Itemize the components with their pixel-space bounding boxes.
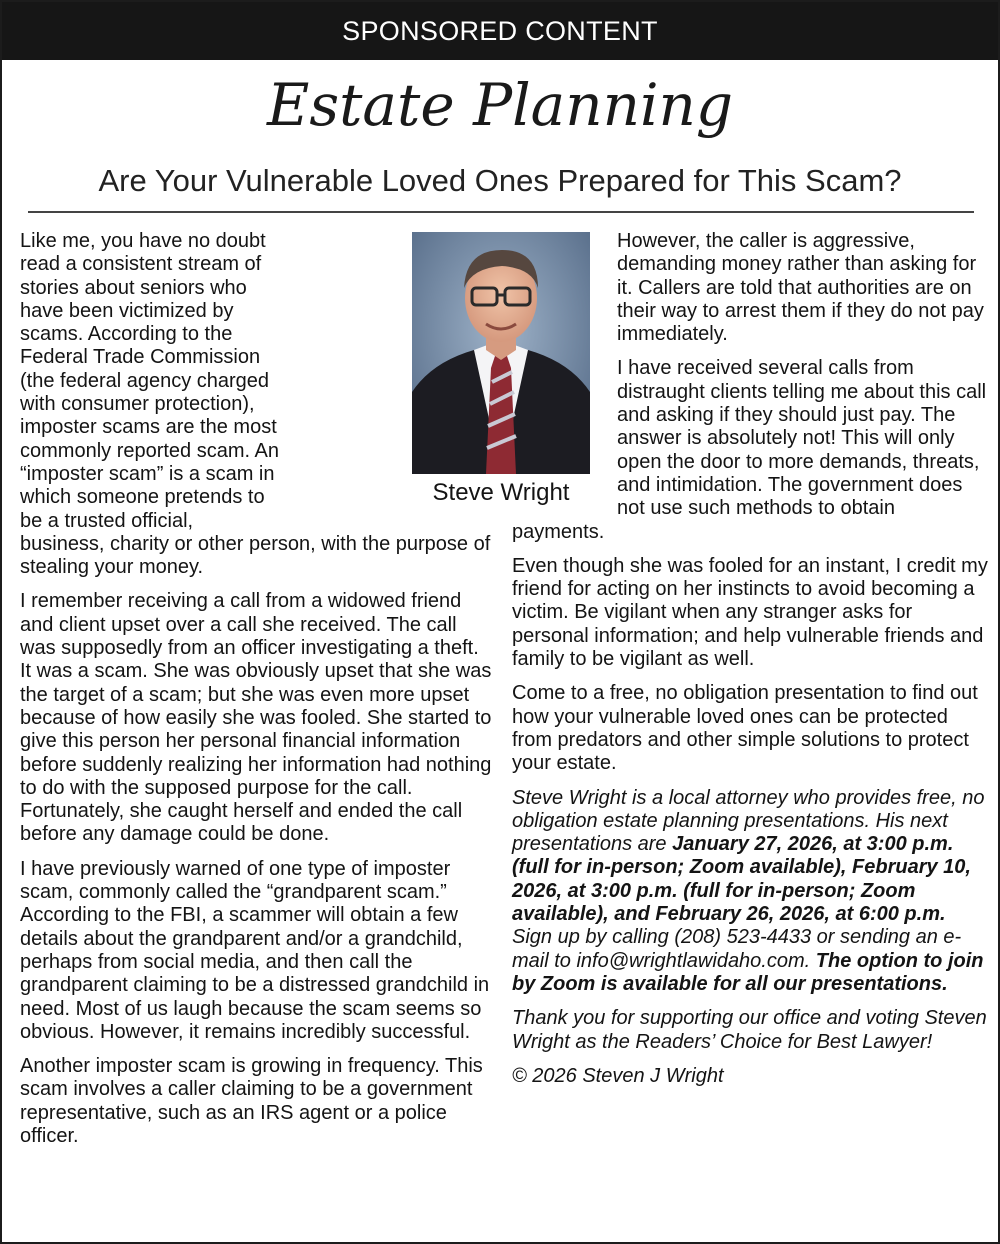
copyright: © 2026 Steven J Wright <box>512 1064 724 1087</box>
paragraph: However, the caller is aggressive, demanding money rather than asking for it. Callers are told that authorities are on their way to arrest them if they do not pay immediately. <box>617 230 984 346</box>
portrait-photo <box>412 232 590 474</box>
paragraph: Like me, you have no doubt read a consistent stream of stories about seniors who have been victimized by scams. According to the Federal Trade Commission (the federal agency charged with consumer protection), imposter scams are the most commonly reported scam. An “imposter scam” is a scam in which someone pretends to be a trusted official, business, charity or other person, with the purpose of stealing your money. <box>20 230 491 579</box>
presentation-dates: January 27, 2026, at 3:00 p.m. (full for in-person; Zoom available), February 10, 2026, at 3:00 p.m. (full for in-person; Zoom available), and February 26, 2026, at 6:00 p.m. <box>512 833 971 926</box>
sponsored-banner: SPONSORED CONTENT <box>2 2 998 60</box>
author-bio <box>512 787 988 997</box>
zoom-note: The option to join by Zoom is available for all our presentations. <box>512 949 984 995</box>
subheadline: Are Your Vulnerable Loved Ones Prepared for This Scam? <box>98 163 902 198</box>
paragraph: I have received several calls from distraught clients telling me about this call and asking if they should just pay. The answer is absolutely not! This will only open the door to more demands, threats, and intimidation. The government does not use such methods to obtain payments. <box>512 357 987 543</box>
paragraph: Come to a free, no obligation presentation to find out how your vulnerable loved ones can be protected from predators and other simple solutions to protect your estate. <box>512 682 978 775</box>
headline: Estate Planning <box>267 71 733 139</box>
signup-info: Sign up by calling (208) 523-4433 or sending an e-mail to info@wrightlawidaho.com. <box>512 926 962 972</box>
bio-intro: Steve Wright is a local attorney who provides free, no obligation estate planning presentations. His next presentations are <box>512 786 985 856</box>
paragraph: I remember receiving a call from a widowed friend and client upset over a call she received. The call was supposedly from an officer investigating a theft. It was a scam. She was obviously upset that she was the target of a scam; but she was even more upset because of how easily she was fooled. She started to give this person her personal financial information before suddenly realizing her information had nothing to do with the supposed purpose for the call. Fortunately, she caught herself and ended the call before any damage could be done. <box>20 590 492 846</box>
paragraph: Even though she was fooled for an instant, I credit my friend for acting on her instincts to avoid becoming a victim. Be vigilant when any stranger asks for personal information; and help vulnerable friends and family to be vigilant as well. <box>512 554 988 671</box>
photo-caption: Steve Wright <box>432 479 570 506</box>
divider-rule <box>28 211 974 213</box>
thank-you-note: Thank you for supporting our office and voting Steven Wright as the Readers’ Choice for Best Lawyer! <box>512 1007 987 1053</box>
paragraph: I have previously warned of one type of imposter scam, commonly called the “grandparent scam.” According to the FBI, a scammer will obtain a few details about the grandparent and/or a grandchild, perhaps from social media, and then call the grandparent claiming to be a distressed grandchild in need. Most of us laugh because the scam seems so obvious. However, it remains incredibly successful. <box>20 857 490 1043</box>
paragraph: Another imposter scam is growing in frequency. This scam involves a caller claiming to be a government representative, such as an IRS agent or a police officer. <box>20 1055 483 1147</box>
